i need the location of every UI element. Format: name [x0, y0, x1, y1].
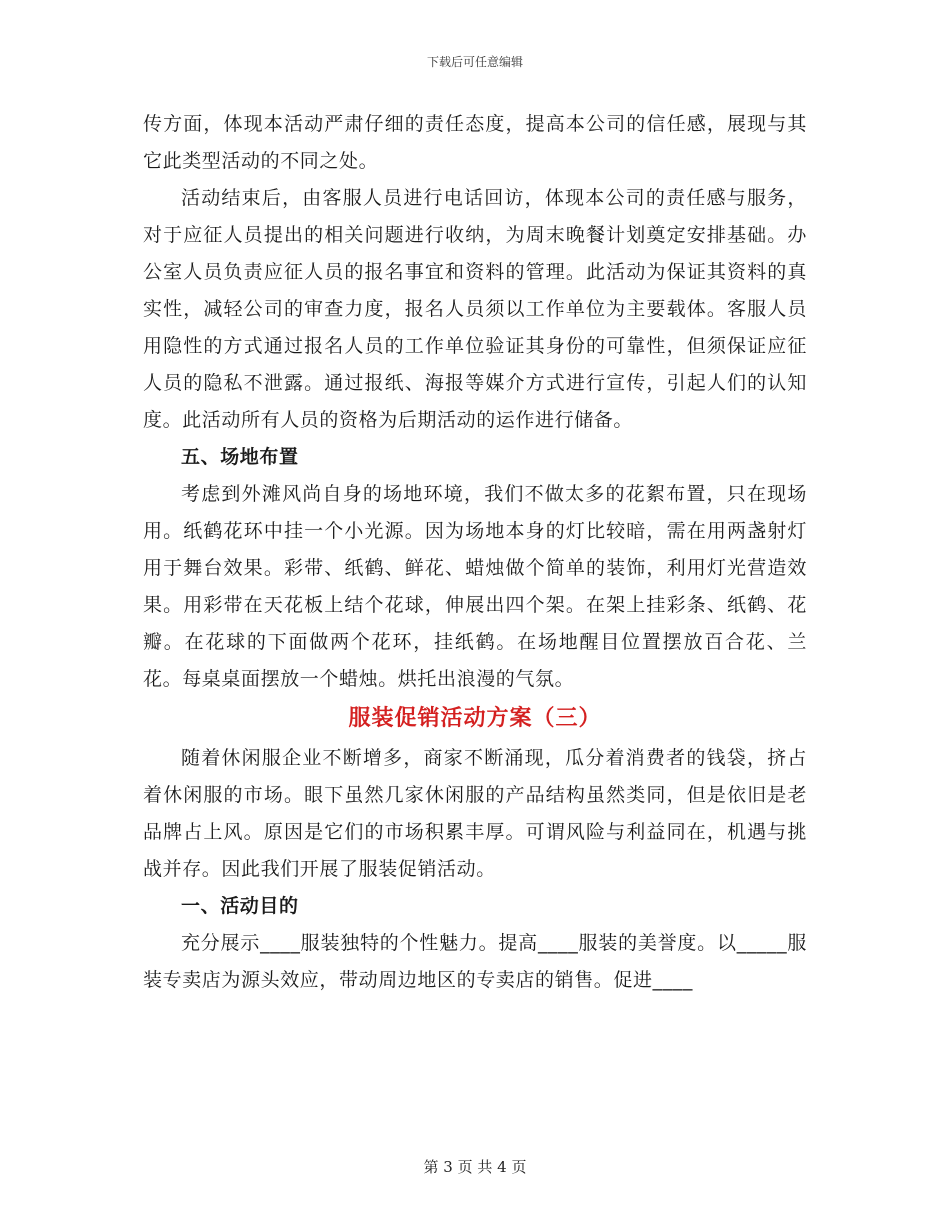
section-heading-venue: 五、场地布置	[181, 446, 299, 468]
document-title: 服装促销活动方案（三）	[348, 706, 602, 731]
document-body	[143, 106, 807, 999]
paragraph-purpose: 充分展示____服装独特的个性魅力。提高____服装的美誉度。以_____服装专卖店为源头效应，带动周边地区的专卖店的销售。促进____	[143, 932, 807, 991]
section-heading-purpose: 一、活动目的	[181, 895, 299, 917]
page-number: 第 3 页 共 4 页	[423, 1158, 527, 1176]
paragraph-venue: 考虑到外滩风尚自身的场地环境，我们不做太多的花絮布置，只在现场用。纸鹤花环中挂一个小光源。因为场地本身的灯比较暗，需在用两盏射灯用于舞台效果。彩带、纸鹤、鲜花、蜡烛做个简单的装饰，利用灯光营造效果。用彩带在天花板上结个花球，伸展出四个架。在架上挂彩条、纸鹤、花瓣。在花球的下面做两个花环，挂纸鹤。在场地醒目位置摆放百合花、兰花。每桌桌面摆放一个蜡烛。烘托出浪漫的气氛。	[143, 483, 807, 690]
page-header: 下载后可任意编辑	[426, 55, 523, 69]
paragraph-intro: 随着休闲服企业不断增多，商家不断涌现，瓜分着消费者的钱袋，挤占着休闲服的市场。眼下虽然几家休闲服的产品结构虽然类同，但是依旧是老品牌占上风。原因是它们的市场积累丰厚。可谓风险与利益同在，机遇与挑战并存。因此我们开展了服装促销活动。	[143, 747, 807, 880]
paragraph-continuation: 传方面，体现本活动严肃仔细的责任态度，提高本公司的信任感，展现与其它此类型活动的不同之处。	[143, 113, 807, 172]
paragraph-followup: 活动结束后，由客服人员进行电话回访，体现本公司的责任感与服务，对于应征人员提出的相关问题进行收纳，为周末晚餐计划奠定安排基础。办公室人员负责应征人员的报名事宜和资料的管理。此活动为保证其资料的真实性，减轻公司的审查力度，报名人员须以工作单位为主要载体。客服人员用隐性的方式通过报名人员的工作单位验证其身份的可靠性，但须保证应征人员的隐私不泄露。通过报纸、海报等媒介方式进行宣传，引起人们的认知度。此活动所有人员的资格为后期活动的运作进行储备。	[143, 187, 807, 431]
